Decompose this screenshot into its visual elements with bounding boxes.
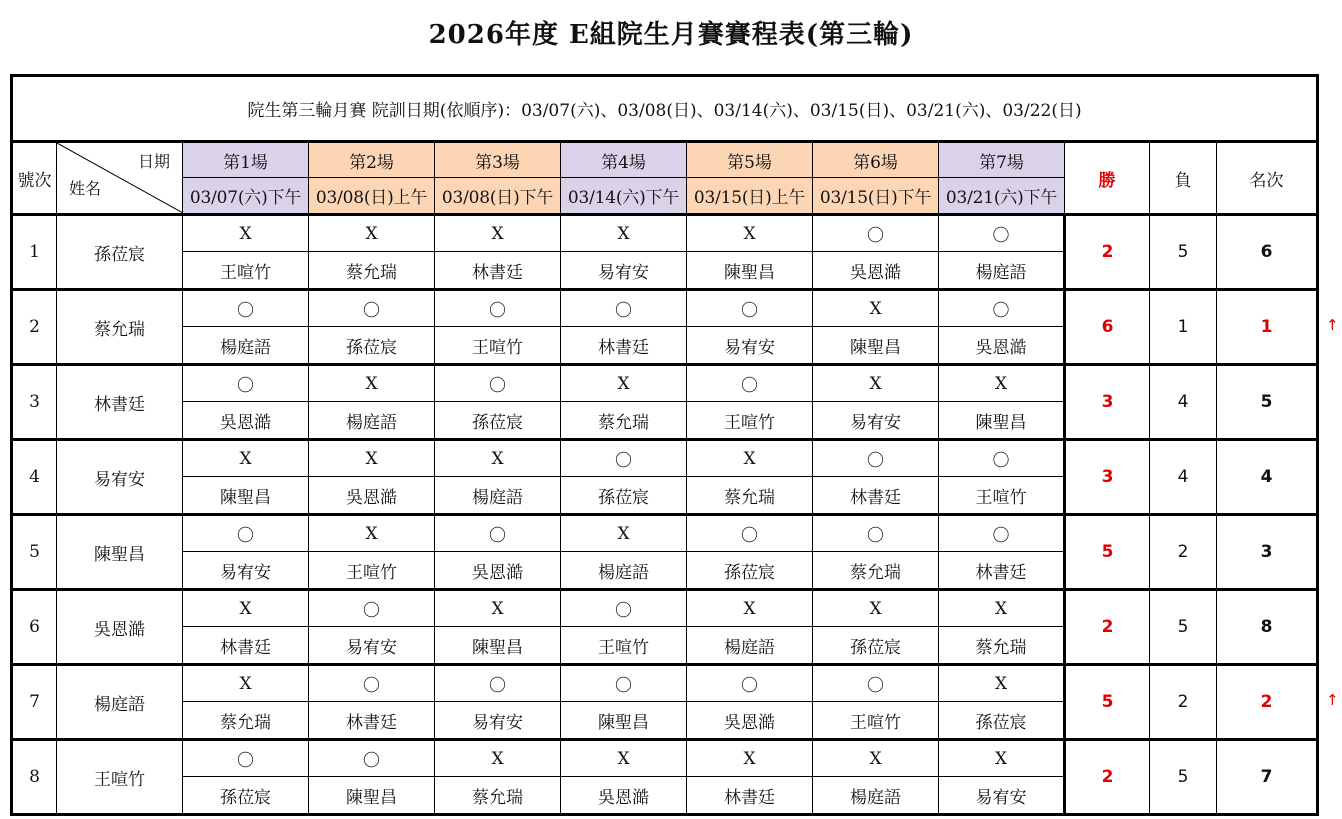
rank-value: 7 [1217, 740, 1318, 815]
opponent-name: 楊庭語 [183, 327, 309, 365]
name-header-label: 姓名 [69, 179, 102, 198]
opponent-name: 楊庭語 [687, 627, 813, 665]
round-date-6: 03/15(日)下午 [813, 178, 939, 215]
match-result: X [687, 590, 813, 627]
match-result: X [687, 440, 813, 477]
opponent-name: 陳聖昌 [813, 327, 939, 365]
opponent-name: 孫莅宸 [183, 777, 309, 815]
losses-count: 2 [1150, 665, 1217, 740]
match-result: 〇 [813, 515, 939, 552]
match-result: 〇 [435, 665, 561, 702]
player-number: 3 [12, 365, 57, 440]
wins-count: 3 [1065, 440, 1150, 515]
opponent-name: 吳恩澔 [435, 552, 561, 590]
opponent-name: 孫莅宸 [435, 402, 561, 440]
match-result: 〇 [309, 740, 435, 777]
match-result: X [435, 590, 561, 627]
opponent-name: 林書廷 [183, 627, 309, 665]
match-result: 〇 [435, 365, 561, 402]
rank-value: 5 [1217, 365, 1318, 440]
match-result: X [939, 665, 1065, 702]
opponent-name: 楊庭語 [813, 777, 939, 815]
match-result: 〇 [561, 665, 687, 702]
match-result: 〇 [183, 740, 309, 777]
match-result: 〇 [687, 515, 813, 552]
match-result: X [561, 740, 687, 777]
match-result: X [309, 215, 435, 252]
opponent-name: 易宥安 [309, 627, 435, 665]
rank-up-arrow-icon: ↑ [1326, 691, 1339, 709]
player-name: 蔡允瑞 [57, 290, 183, 365]
round-date-3: 03/08(日)下午 [435, 178, 561, 215]
opponent-name: 孫莅宸 [309, 327, 435, 365]
match-result: X [183, 590, 309, 627]
player-number: 6 [12, 590, 57, 665]
match-result: X [939, 365, 1065, 402]
wins-count: 2 [1065, 590, 1150, 665]
match-result: X [939, 740, 1065, 777]
opponent-name: 王喧竹 [561, 627, 687, 665]
opponent-name: 楊庭語 [939, 252, 1065, 290]
match-result: X [309, 440, 435, 477]
table-row [12, 440, 1318, 477]
opponent-name: 陳聖昌 [939, 402, 1065, 440]
opponent-name: 陳聖昌 [687, 252, 813, 290]
opponent-name: 楊庭語 [309, 402, 435, 440]
page-title: 2026年度 E組院生月賽賽程表(第三輪) [428, 20, 914, 50]
match-result: 〇 [435, 515, 561, 552]
table-row [12, 215, 1318, 252]
match-result: X [435, 440, 561, 477]
match-result: 〇 [561, 440, 687, 477]
match-result: X [309, 515, 435, 552]
player-name: 陳聖昌 [57, 515, 183, 590]
losses-count: 5 [1150, 590, 1217, 665]
opponent-name: 蔡允瑞 [561, 402, 687, 440]
match-result: X [183, 215, 309, 252]
rank-value: 2 [1217, 665, 1318, 740]
round-header-7: 第7場 [939, 142, 1065, 178]
round-header-1: 第1場 [183, 142, 309, 178]
wins-count: 6 [1065, 290, 1150, 365]
table-row [12, 515, 1318, 552]
opponent-name: 陳聖昌 [435, 627, 561, 665]
opponent-name: 易宥安 [183, 552, 309, 590]
rank-up-arrow-icon: ↑ [1326, 316, 1339, 334]
opponent-name: 孫莅宸 [561, 477, 687, 515]
match-result: 〇 [687, 365, 813, 402]
wins-count: 5 [1065, 665, 1150, 740]
table-row [12, 590, 1318, 627]
match-result: X [309, 365, 435, 402]
opponent-name: 吳恩澔 [939, 327, 1065, 365]
opponent-name: 蔡允瑞 [309, 252, 435, 290]
opponent-name: 王喧竹 [813, 702, 939, 740]
rank-value: 1 [1217, 290, 1318, 365]
match-result: 〇 [309, 290, 435, 327]
opponent-name: 易宥安 [687, 327, 813, 365]
round-header-4: 第4場 [561, 142, 687, 178]
rank-value: 4 [1217, 440, 1318, 515]
match-result: X [813, 365, 939, 402]
opponent-name: 林書廷 [561, 327, 687, 365]
date-name-header [57, 142, 183, 215]
player-number: 2 [12, 290, 57, 365]
match-result: 〇 [813, 440, 939, 477]
rank-value: 6 [1217, 215, 1318, 290]
round-date-7: 03/21(六)下午 [939, 178, 1065, 215]
losses-count: 5 [1150, 215, 1217, 290]
match-result: X [183, 665, 309, 702]
table-row [12, 665, 1318, 702]
match-result: 〇 [687, 290, 813, 327]
opponent-name: 林書廷 [309, 702, 435, 740]
opponent-name: 吳恩澔 [813, 252, 939, 290]
match-result: 〇 [813, 665, 939, 702]
match-result: 〇 [561, 290, 687, 327]
match-result: 〇 [939, 515, 1065, 552]
player-number: 4 [12, 440, 57, 515]
match-result: 〇 [309, 590, 435, 627]
number-header: 號次 [12, 142, 57, 215]
opponent-name: 王喧竹 [183, 252, 309, 290]
opponent-name: 林書廷 [813, 477, 939, 515]
round-header-2: 第2場 [309, 142, 435, 178]
match-result: 〇 [687, 665, 813, 702]
match-result: 〇 [939, 440, 1065, 477]
match-result: 〇 [183, 290, 309, 327]
table-row [12, 365, 1318, 402]
table-row [12, 290, 1318, 327]
round-header-5: 第5場 [687, 142, 813, 178]
opponent-name: 蔡允瑞 [183, 702, 309, 740]
opponent-name: 蔡允瑞 [813, 552, 939, 590]
opponent-name: 楊庭語 [561, 552, 687, 590]
player-name: 王喧竹 [57, 740, 183, 815]
player-name: 林書廷 [57, 365, 183, 440]
opponent-name: 孫莅宸 [813, 627, 939, 665]
opponent-name: 易宥安 [561, 252, 687, 290]
rank-header: 名次 [1217, 142, 1318, 215]
match-result: 〇 [183, 515, 309, 552]
match-result: X [813, 290, 939, 327]
match-result: X [435, 215, 561, 252]
wins-count: 2 [1065, 740, 1150, 815]
opponent-name: 林書廷 [687, 777, 813, 815]
match-result: X [183, 440, 309, 477]
player-name: 易宥安 [57, 440, 183, 515]
opponent-name: 王喧竹 [939, 477, 1065, 515]
match-result: X [561, 365, 687, 402]
match-result: 〇 [435, 290, 561, 327]
opponent-name: 吳恩澔 [309, 477, 435, 515]
opponent-name: 孫莅宸 [687, 552, 813, 590]
round-date-1: 03/07(六)下午 [183, 178, 309, 215]
match-result: X [687, 740, 813, 777]
wins-count: 2 [1065, 215, 1150, 290]
match-result: X [813, 740, 939, 777]
opponent-name: 王喧竹 [435, 327, 561, 365]
opponent-name: 蔡允瑞 [435, 777, 561, 815]
opponent-name: 孫莅宸 [939, 702, 1065, 740]
round-date-5: 03/15(日)上午 [687, 178, 813, 215]
opponent-name: 陳聖昌 [561, 702, 687, 740]
schedule-table [10, 74, 1319, 816]
schedule-info: 院生第三輪月賽 院訓日期(依順序)：03/07(六)、03/08(日)、03/14(六)、03/15(日)、03/21(六)、03/22(日) [12, 76, 1318, 142]
player-number: 7 [12, 665, 57, 740]
player-name: 孫莅宸 [57, 215, 183, 290]
opponent-name: 林書廷 [435, 252, 561, 290]
match-result: 〇 [939, 215, 1065, 252]
match-result: X [939, 590, 1065, 627]
player-number: 8 [12, 740, 57, 815]
opponent-name: 蔡允瑞 [939, 627, 1065, 665]
match-result: 〇 [561, 590, 687, 627]
losses-count: 4 [1150, 440, 1217, 515]
match-result: X [687, 215, 813, 252]
table-row [12, 740, 1318, 777]
match-result: X [813, 590, 939, 627]
opponent-name: 王喧竹 [687, 402, 813, 440]
wins-header: 勝 [1065, 142, 1150, 215]
opponent-name: 蔡允瑞 [687, 477, 813, 515]
opponent-name: 楊庭語 [435, 477, 561, 515]
losses-count: 1 [1150, 290, 1217, 365]
player-name: 吳恩澔 [57, 590, 183, 665]
player-number: 5 [12, 515, 57, 590]
match-result: X [561, 215, 687, 252]
opponent-name: 吳恩澔 [561, 777, 687, 815]
wins-count: 3 [1065, 365, 1150, 440]
rank-value: 3 [1217, 515, 1318, 590]
opponent-name: 林書廷 [939, 552, 1065, 590]
losses-count: 4 [1150, 365, 1217, 440]
match-result: 〇 [939, 290, 1065, 327]
date-header-label: 日期 [137, 152, 170, 171]
opponent-name: 易宥安 [939, 777, 1065, 815]
round-date-4: 03/14(六)下午 [561, 178, 687, 215]
round-header-6: 第6場 [813, 142, 939, 178]
match-result: X [435, 740, 561, 777]
player-name: 楊庭語 [57, 665, 183, 740]
losses-count: 2 [1150, 515, 1217, 590]
losses-header: 負 [1150, 142, 1217, 215]
losses-count: 5 [1150, 740, 1217, 815]
rank-value: 8 [1217, 590, 1318, 665]
opponent-name: 王喧竹 [309, 552, 435, 590]
match-result: 〇 [813, 215, 939, 252]
round-date-2: 03/08(日)上午 [309, 178, 435, 215]
opponent-name: 吳恩澔 [687, 702, 813, 740]
match-result: 〇 [183, 365, 309, 402]
opponent-name: 易宥安 [435, 702, 561, 740]
round-header-3: 第3場 [435, 142, 561, 178]
opponent-name: 陳聖昌 [309, 777, 435, 815]
match-result: 〇 [309, 665, 435, 702]
opponent-name: 吳恩澔 [183, 402, 309, 440]
opponent-name: 陳聖昌 [183, 477, 309, 515]
match-result: X [561, 515, 687, 552]
opponent-name: 易宥安 [813, 402, 939, 440]
player-number: 1 [12, 215, 57, 290]
wins-count: 5 [1065, 515, 1150, 590]
